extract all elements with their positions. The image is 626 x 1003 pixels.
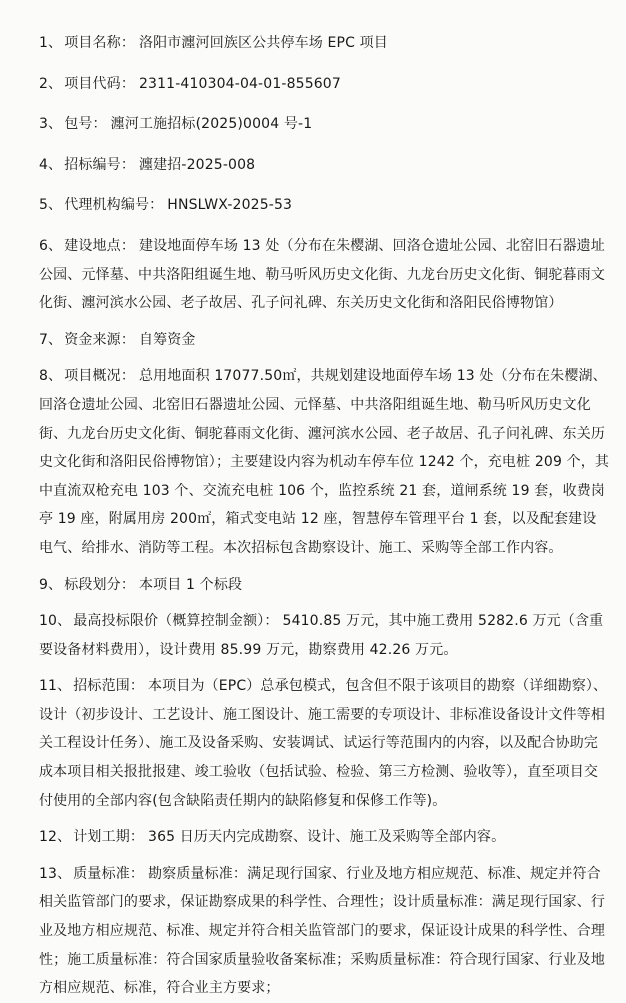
item-tender-number bbox=[39, 151, 610, 180]
item-number: 13、 bbox=[39, 865, 72, 882]
item-number: 8、 bbox=[39, 368, 63, 385]
item-value: 洛阳市瀍河回族区公共停车场 EPC 项目 bbox=[138, 35, 388, 51]
item-label: 建设地点： bbox=[64, 237, 135, 254]
item-fund-source bbox=[39, 326, 610, 355]
item-label: 招标编号： bbox=[64, 156, 135, 173]
item-label: 资金来源： bbox=[64, 331, 135, 348]
item-label: 项目名称： bbox=[64, 35, 135, 51]
item-label: 包号： bbox=[64, 116, 107, 133]
item-max-bid-price bbox=[39, 607, 610, 664]
item-construction-site bbox=[39, 232, 610, 318]
item-value: HNSLWX-2025-53 bbox=[167, 197, 293, 214]
item-number: 9、 bbox=[39, 576, 63, 593]
item-number: 4、 bbox=[39, 156, 63, 173]
item-tender-scope bbox=[39, 672, 610, 815]
item-number: 3、 bbox=[39, 116, 63, 133]
item-planned-duration bbox=[39, 823, 610, 852]
item-value: 本项目为（EPC）总承包模式，包含但不限于该项目的勘察（详细勘察）、设计（初步设计、工艺设计、施工图设计、施工需要的专项设计、非标准设备设计文件等相关工程设计任务）、施工及设备采购、安装调试、试运行等范围内的内容，以及配合协助完成本项目相关报批报建、竣工验收（包括试验、检验、第三方检测、验收等），直至项目交付使用的全部内容(包含缺陷责任期内的缺陷修复和保修工作等)。 bbox=[39, 678, 608, 809]
item-number: 7、 bbox=[39, 331, 63, 348]
item-number: 2、 bbox=[39, 75, 63, 92]
item-quality-standard bbox=[39, 860, 610, 1003]
item-number: 5、 bbox=[39, 197, 63, 214]
item-value: 本项目 1 个标段 bbox=[138, 576, 243, 593]
item-label: 质量标准： bbox=[73, 865, 145, 882]
item-number: 12、 bbox=[39, 829, 72, 846]
item-project-overview bbox=[39, 362, 610, 562]
item-value: 365 日历天内完成勘察、设计、施工及采购等全部内容。 bbox=[148, 829, 506, 846]
item-package-number bbox=[39, 110, 610, 139]
item-label: 代理机构编号： bbox=[64, 197, 164, 214]
item-number: 6、 bbox=[39, 237, 63, 254]
item-section-division bbox=[39, 571, 610, 600]
item-value: 总用地面积 17077.50㎡，共规划建设地面停车场 13 处（分布在朱樱湖、回洛仓遗址公园、北窑旧石器遗址公园、元怿墓、中共洛阳组诞生地、勒马听风历史文化街、九龙台历史文化街、铜驼暮雨文化街、瀍河滨水公园、老子故居、孔子问礼碑、东关历史文化街和洛阳民俗博物馆）；主要建设内容为机动车停车位 1242 个，充电桩 209 个，其中直流双枪充电 103 个、交流充电桩 106 个，监控系统 21 套，道闸系统 19 套，收费岗亭 19 座，附属用房 200㎡，箱式变电站 12 座，智慧停车管理平台 1 套，以及配套建设电气、给排水、消防等工程。本次招标包含勘察设计、施工、采购等全部工作内容。 bbox=[39, 368, 610, 556]
item-value: 自筹资金 bbox=[138, 331, 196, 348]
item-label: 最高投标限价（概算控制金额）： bbox=[73, 613, 279, 630]
item-number: 1、 bbox=[39, 35, 63, 51]
item-label: 计划工期： bbox=[73, 829, 145, 846]
item-value: 瀍河工施招标(2025)0004 号-1 bbox=[110, 116, 313, 133]
item-value: 5410.85 万元，其中施工费用 5282.6 万元（含重要设备材料费用），设计费用 85.99 万元，勘察费用 42.26 万元。 bbox=[39, 613, 604, 658]
item-project-name bbox=[39, 29, 610, 58]
item-value: 建设地面停车场 13 处（分布在朱樱湖、回洛仓遗址公园、北窑旧石器遗址公园、元怿墓、中共洛阳组诞生地、勒马听风历史文化街、九龙台历史文化街、铜驼暮雨文化街、瀍河滨水公园、老子故居、孔子问礼碑、东关历史文化街和洛阳民俗博物馆） bbox=[39, 237, 605, 312]
item-label: 标段划分： bbox=[64, 576, 135, 593]
item-label: 项目概况： bbox=[64, 368, 135, 385]
item-number: 11、 bbox=[39, 678, 72, 695]
item-value: 瀍建招-2025-008 bbox=[138, 156, 256, 173]
item-number: 10、 bbox=[39, 613, 72, 630]
item-label: 项目代码： bbox=[64, 75, 135, 92]
item-agency-number bbox=[39, 191, 610, 220]
item-value: 勘察质量标准：满足现行国家、行业及地方相应规范、标准、规定并符合相关监管部门的要求，保证勘察成果的科学性、合理性；设计质量标准：满足现行国家、行业及地方相应规范、标准、规定并符合相关监管部门的要求，保证设计成果的科学性、合理性；施工质量标准：符合国家质量验收备案标准；采购质量标准：符合现行国家、行业及地方相应规范、标准，符合业主方要求； bbox=[39, 865, 605, 997]
item-label: 招标范围： bbox=[73, 678, 145, 695]
item-value: 2311-410304-04-01-855607 bbox=[138, 75, 341, 92]
item-project-code bbox=[39, 70, 610, 99]
